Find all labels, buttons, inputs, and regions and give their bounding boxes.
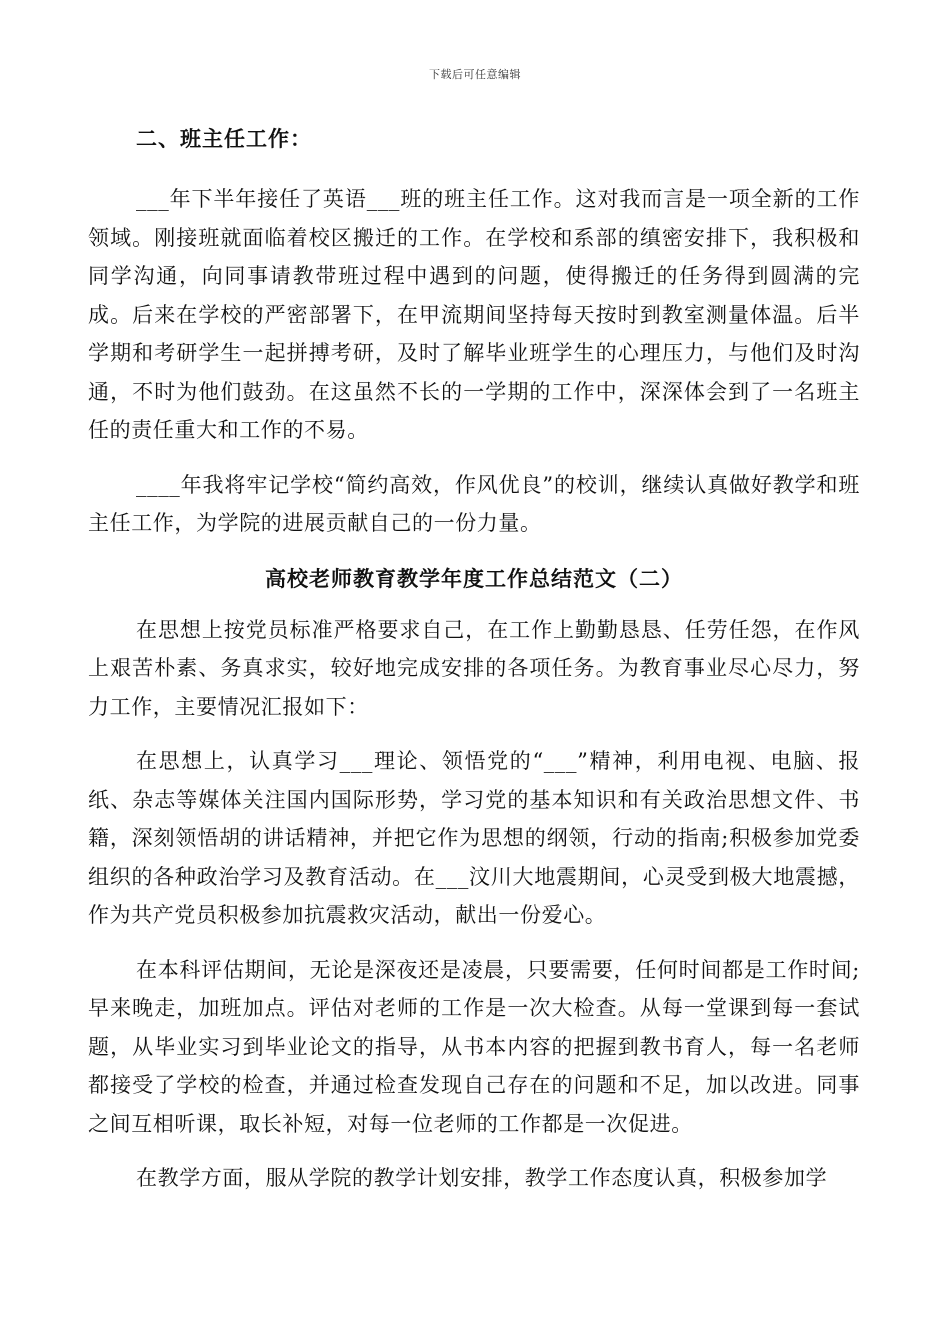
paragraph-future-plan: ____年我将牢记学校“简约高效，作风优良”的校训，继续认真做好教学和班主任工作，为学院的进展贡献自己的一份力量。 <box>88 472 860 535</box>
paragraph-class-teacher-work: ___年下半年接任了英语___班的班主任工作。这对我而言是一项全新的工作领域。刚接班就面临着校区搬迁的工作。在学校和系部的缜密安排下，我积极和同学沟通，向同事请教带班过程中遇到的问题，使得搬迁的任务得到圆满的完成。后来在学校的严密部署下，在甲流期间坚持每天按时到教室测量体温。后半学期和考研学生一起拼搏考研，及时了解毕业班学生的心理压力，与他们及时沟通，不时为他们鼓劲。在这虽然不长的一学期的工作中，深深体会到了一名班主任的责任重大和工作的不易。 <box>88 187 860 442</box>
paragraph-ideology: 在思想上，认真学习___理论、领悟党的“___”精神，利用电视、电脑、报纸、杂志等媒体关注国内国际形势，学习党的基本知识和有关政治思想文件、书籍，深刻领悟胡的讲话精神，并把它作为思想的纲领，行动的指南;积极参加党委组织的各种政治学习及教育活动。在___汶川大地震期间，心灵受到极大地震撼，作为共产党员积极参加抗震救灾活动，献出一份爱心。 <box>88 749 860 927</box>
paragraph-evaluation: 在本科评估期间，无论是深夜还是凌晨，只要需要，任何时间都是工作时间;早来晚走，加班加点。评估对老师的工作是一次大检查。从每一堂课到每一套试题，从毕业实习到毕业论文的指导，从书本内容的把握到教书育人，每一名老师都接受了学校的检查，并通过检查发现自己存在的问题和不足，加以改进。同事之间互相听课，取长补短，对每一位老师的工作都是一次促进。 <box>88 957 860 1136</box>
section-heading: 二、班主任工作： <box>136 126 312 151</box>
paragraph-intro: 在思想上按党员标准严格要求自己，在工作上勤勤恳恳、任劳任怨，在作风上艰苦朴素、务真求实，较好地完成安排的各项任务。为教育事业尽心尽力，努力工作，主要情况汇报如下： <box>88 617 860 719</box>
document-body <box>88 120 860 1214</box>
paragraph-teaching: 在教学方面，服从学院的教学计划安排，教学工作态度认真，积极参加学 <box>136 1166 828 1190</box>
document-title: 高校老师教育教学年度工作总结范文（二） <box>265 565 683 591</box>
page-header-note: 下载后可任意编辑 <box>429 68 521 81</box>
